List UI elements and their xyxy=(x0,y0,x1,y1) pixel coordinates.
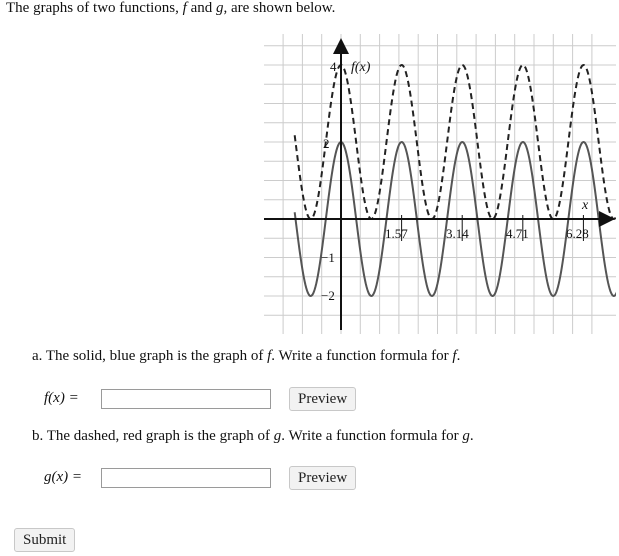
g-symbol: g xyxy=(462,428,470,444)
problem-intro xyxy=(6,0,335,17)
f-symbol: f xyxy=(452,348,457,364)
question-b-text: . Write a function formula for xyxy=(281,428,463,444)
question-a-text: . Write a function formula for xyxy=(271,348,453,364)
x-tick-label: 3.14 xyxy=(446,226,469,241)
g-symbol: g xyxy=(273,428,282,444)
y-tick-label: −1 xyxy=(321,250,335,265)
question-b-text: b. The dashed, red graph is the graph of xyxy=(32,428,274,444)
preview-f-button[interactable]: Preview xyxy=(289,387,356,411)
question-a xyxy=(32,348,460,365)
f-symbol: f xyxy=(182,0,187,16)
f-formula-input[interactable] xyxy=(101,389,271,409)
question-b xyxy=(32,428,474,445)
question-b-text: . xyxy=(469,428,474,444)
x-axis-label: x xyxy=(582,198,589,213)
y-axis-label: f(x) xyxy=(351,60,371,75)
f-input-label: f(x) = xyxy=(44,390,79,406)
question-a-text: a. The solid, blue graph is the graph of xyxy=(32,348,268,364)
x-tick-label: 4.71 xyxy=(506,226,529,241)
y-tick-label: −2 xyxy=(321,288,335,303)
function-graph xyxy=(264,34,616,334)
x-tick-label: 6.28 xyxy=(566,226,589,241)
intro-text: , are shown below. xyxy=(223,0,336,16)
intro-text: and xyxy=(186,0,216,16)
y-tick-label: 2 xyxy=(323,136,330,151)
question-a-text: . xyxy=(456,348,461,364)
preview-g-button[interactable]: Preview xyxy=(289,466,356,490)
x-tick-label: 1.57 xyxy=(385,226,408,241)
f-symbol: f xyxy=(267,348,272,364)
g-formula-input[interactable] xyxy=(101,468,271,488)
g-input-label: g(x) = xyxy=(44,469,83,485)
y-tick-label: 4 xyxy=(330,59,337,74)
submit-button[interactable]: Submit xyxy=(14,528,75,552)
g-symbol: g xyxy=(215,0,224,16)
intro-text: The graphs of two functions, xyxy=(6,0,183,16)
